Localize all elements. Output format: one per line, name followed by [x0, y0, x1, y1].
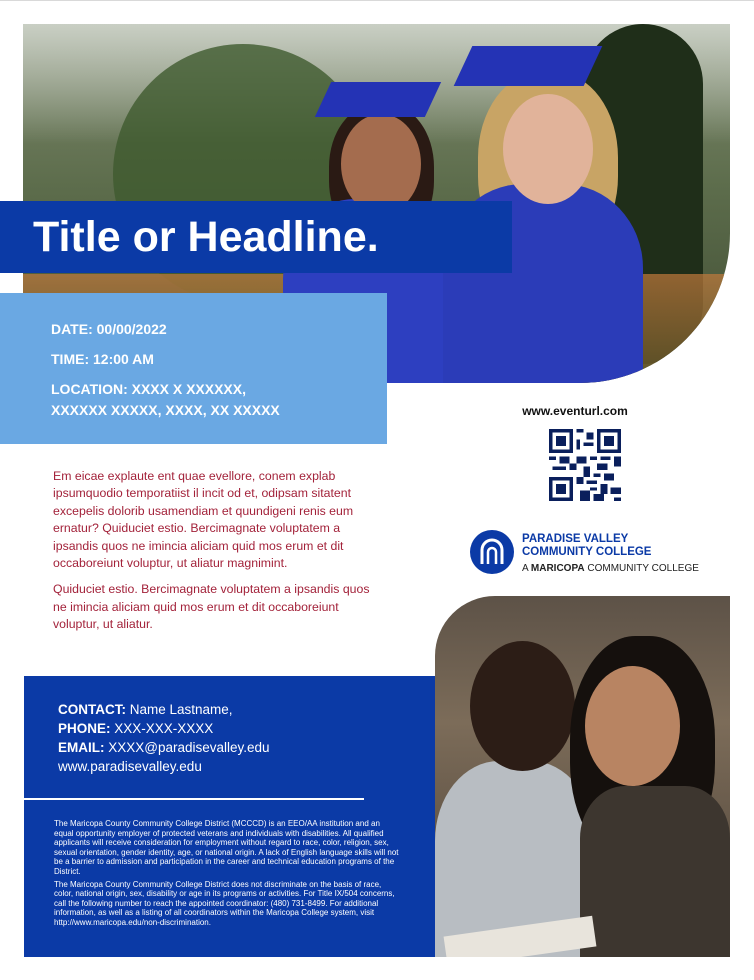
logo-text-line1: PARADISE VALLEY — [522, 533, 629, 545]
body-paragraph-1: Em eicae explaute ent quae evellore, conem explab ipsumquodio temporatiist il incit od et, odipsam sitatent excepelis dolorib usamendiam et quundigeni renis eum ernatur? Quiduciet estio. Bercimagnate voluptatem a ipsandis quos ne imincia aliciam quid mos erum et dit occaboreiunt voluptur, ut aliatur magnimint. — [53, 469, 354, 571]
contact-phone — [58, 719, 270, 738]
event-location — [51, 379, 387, 421]
page-top-border — [0, 0, 754, 1]
phone-label: PHONE: — [58, 721, 111, 736]
email-label: EMAIL: — [58, 740, 105, 755]
contact-lines — [58, 700, 270, 776]
logo-line3-prefix: A — [522, 563, 531, 574]
logo-line3-bold: MARICOPA — [530, 563, 585, 574]
logo-text-line3 — [522, 563, 699, 574]
logo-text-line2: COMMUNITY COLLEGE — [522, 546, 652, 558]
event-location-line1: LOCATION: XXXX X XXXXXX, — [51, 381, 247, 397]
students-photo — [435, 596, 730, 957]
body-text — [53, 468, 383, 643]
pvcc-logo-mark-icon — [470, 530, 514, 574]
contact-email — [58, 738, 270, 757]
email-value[interactable]: XXXX@paradisevalley.edu — [104, 740, 270, 755]
event-time: TIME: 12:00 AM — [51, 351, 154, 367]
page-title: Title or Headline. — [0, 201, 512, 273]
contact-label: CONTACT: — [58, 702, 126, 717]
legal-notice — [54, 819, 399, 931]
contact-box — [24, 676, 435, 957]
legal-paragraph-2: The Maricopa County Community College District does not discriminate on the basis of race, color, national origin, sex, disability or age in its programs or activities. For Title IX/504 concerns, call the following number to reach the appointed coordinator: (480) 731-8499. For additional information, as well as a listing of all coordinators within the Maricopa College system, visit http://www.maricopa.edu/non-discrimination. — [54, 879, 395, 927]
event-date: DATE: 00/00/2022 — [51, 321, 167, 337]
event-info-box — [0, 293, 387, 444]
pvcc-logo — [470, 530, 710, 580]
qr-code-icon[interactable] — [549, 429, 621, 501]
contact-value: Name Lastname, — [126, 702, 233, 717]
divider — [24, 798, 364, 800]
event-url-link[interactable]: www.eventurl.com — [522, 404, 628, 418]
body-paragraph-2: Quiduciet estio. Bercimagnate voluptatem a ipsandis quos ne imincia aliciam quid mos erum et dit occaboreiunt voluptur, ut aliatur. — [53, 582, 370, 632]
contact-name — [58, 700, 270, 719]
legal-paragraph-1: The Maricopa County Community College District (MCCCD) is an EEO/AA institution and an equal opportunity employer of protected veterans and individuals with disabilities. All qualified applicants will receive consideration for employment without regard to race, color, religion, sex, sexual orientation, gender identity, age, or national origin. A lack of English language skills will not be a barrier to admission and participation in the career and technical education programs of the District. — [54, 819, 399, 876]
website-link[interactable]: www.paradisevalley.edu — [58, 759, 202, 774]
logo-line3-suffix: COMMUNITY COLLEGE — [584, 563, 699, 574]
phone-value: XXX-XXX-XXXX — [110, 721, 214, 736]
event-location-line2: XXXXXX XXXXX, XXXX, XX XXXXX — [51, 402, 280, 418]
